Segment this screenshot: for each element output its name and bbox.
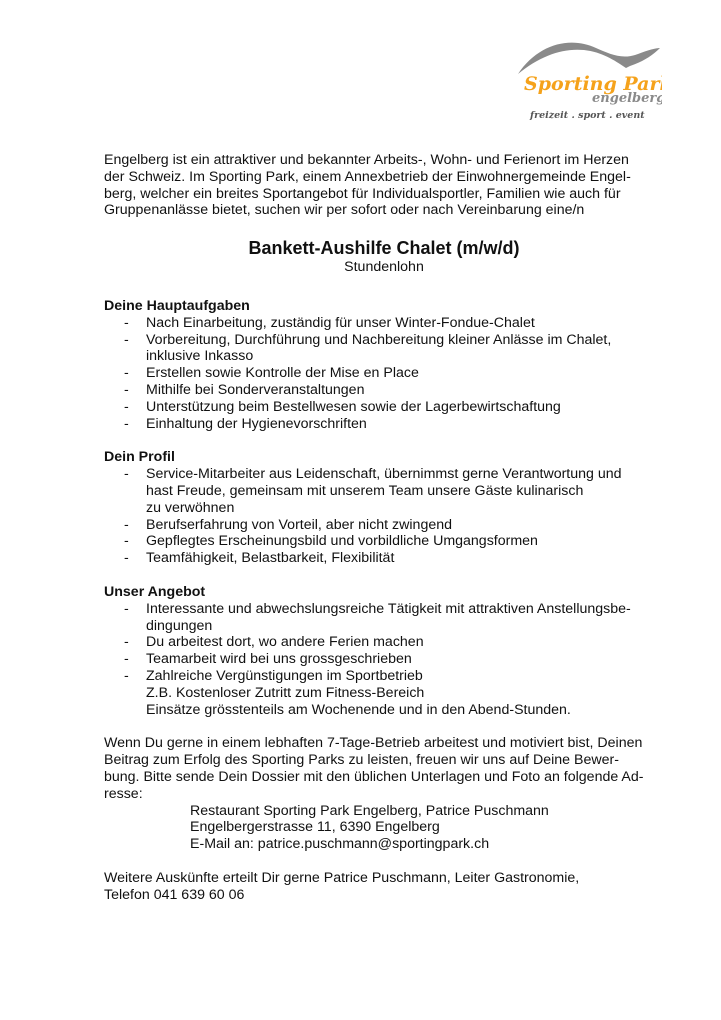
address-street: Engelbergerstrasse 11, 6390 Engelberg [190, 819, 440, 836]
logo-text-line2: engelberg [592, 91, 662, 106]
logo-text-line1: Sporting Park [524, 73, 662, 95]
application-line: Beitrag zum Erfolg des Sporting Parks zu leisten, freuen wir uns auf Deine Bewer- [104, 752, 619, 769]
dash-marker: - [124, 314, 129, 331]
list-item-text: hast Freude, gemeinsam mit unserem Team unsere Gäste kulinarisch [146, 482, 584, 499]
section-heading-offer: Unser Angebot [104, 583, 206, 600]
dash-marker: - [124, 600, 129, 617]
dash-marker: - [124, 415, 129, 432]
list-item-text: dingungen [146, 617, 213, 634]
list-item [104, 550, 664, 567]
list-item [104, 365, 664, 382]
dash-marker: - [124, 365, 129, 382]
list-item [104, 533, 664, 550]
list-item-text: Berufserfahrung von Vorteil, aber nicht zwingend [146, 516, 453, 533]
address-block [104, 803, 664, 853]
dash-marker: - [124, 667, 129, 684]
section-heading-tasks: Deine Hauptaufgaben [104, 297, 250, 314]
logo-tagline: freizeit . sport . event [530, 110, 645, 121]
profile-list [104, 466, 664, 567]
list-item-text: Einsätze grösstenteils am Wochenende und in den Abend-Stunden. [146, 701, 571, 718]
address-email: E-Mail an: patrice.puschmann@sportingpark.ch [190, 836, 490, 853]
list-item-text: Einhaltung der Hygienevorschriften [146, 415, 367, 432]
dash-marker: - [124, 550, 129, 567]
list-item [104, 668, 664, 718]
dash-marker: - [124, 533, 129, 550]
job-subtitle: Stundenlohn [344, 259, 424, 276]
intro-paragraph [104, 152, 664, 219]
intro-line: Engelberg ist ein attraktiver und bekannter Arbeits-, Wohn- und Ferienort im Herzen [104, 152, 629, 168]
dash-marker: - [124, 381, 129, 398]
job-title: Bankett-Aushilfe Chalet (m/w/d) [248, 238, 520, 259]
address-name: Restaurant Sporting Park Engelberg, Patrice Puschmann [190, 802, 549, 819]
intro-line: Gruppenanlässe bietet, suchen wir per sofort oder nach Vereinbarung eine/n [104, 202, 585, 219]
logo-swoosh-shape [518, 43, 660, 74]
list-item [104, 382, 664, 399]
list-item [104, 517, 664, 534]
list-item [104, 416, 664, 433]
contact-line: Weitere Auskünfte erteilt Dir gerne Patrice Puschmann, Leiter Gastronomie, [104, 869, 580, 886]
list-item [104, 315, 664, 332]
list-item [104, 466, 664, 516]
list-item-text: Erstellen sowie Kontrolle der Mise en Place [146, 365, 419, 382]
logo-graphic [514, 38, 662, 124]
intro-line: berg, welcher ein breites Sportangebot für Individualsportler, Familien wie auch für [104, 185, 621, 202]
job-posting [104, 152, 664, 903]
dash-marker: - [124, 516, 129, 533]
offer-list [104, 601, 664, 719]
list-item-text: Z.B. Kostenloser Zutritt zum Fitness-Bereich [146, 684, 425, 701]
application-line: resse: [104, 785, 143, 802]
list-item-text: Nach Einarbeitung, zuständig für unser Winter-Fondue-Chalet [146, 314, 535, 331]
list-item [104, 601, 664, 635]
list-item [104, 651, 664, 668]
list-item-text: Mithilfe bei Sonderveranstaltungen [146, 381, 365, 398]
list-item-text: Service-Mitarbeiter aus Leidenschaft, übernimmst gerne Verantwortung und [146, 466, 622, 483]
list-item-text: Du arbeitest dort, wo andere Ferien machen [146, 634, 424, 651]
list-item-text: Vorbereitung, Durchführung und Nachbereitung kleiner Anlässe im Chalet, [146, 331, 612, 348]
list-item [104, 399, 664, 416]
intro-line: der Schweiz. Im Sporting Park, einem Annexbetrieb der Einwohnergemeinde Engel- [104, 168, 631, 185]
application-paragraph [104, 735, 664, 802]
contact-paragraph [104, 870, 664, 904]
dash-marker: - [124, 466, 129, 483]
section-heading-profile: Dein Profil [104, 449, 175, 466]
sporting-park-logo [514, 38, 662, 124]
dash-marker: - [124, 398, 129, 415]
list-item-text: inklusive Inkasso [146, 348, 254, 365]
list-item-text: Zahlreiche Vergünstigungen im Sportbetrieb [146, 667, 423, 684]
list-item-text: Teamarbeit wird bei uns grossgeschrieben [146, 651, 412, 668]
dash-marker: - [124, 651, 129, 668]
tasks-list [104, 315, 664, 433]
list-item-text: Interessante und abwechslungsreiche Tätigkeit mit attraktiven Anstellungsbe- [146, 600, 631, 617]
dash-marker: - [124, 331, 129, 348]
list-item [104, 634, 664, 651]
application-line: Wenn Du gerne in einem lebhaften 7-Tage-Betrieb arbeitest und motiviert bist, Deinen [104, 735, 643, 752]
list-item-text: Unterstützung beim Bestellwesen sowie der Lagerbewirtschaftung [146, 398, 561, 415]
list-item-text: Teamfähigkeit, Belastbarkeit, Flexibilität [146, 550, 395, 567]
contact-line: Telefon 041 639 60 06 [104, 886, 245, 903]
list-item-text: zu verwöhnen [146, 499, 235, 516]
dash-marker: - [124, 634, 129, 651]
list-item [104, 332, 664, 366]
application-line: bung. Bitte sende Dein Dossier mit den üblichen Unterlagen und Foto an folgende Ad- [104, 768, 644, 785]
list-item-text: Gepflegtes Erscheinungsbild und vorbildliche Umgangsformen [146, 533, 538, 550]
